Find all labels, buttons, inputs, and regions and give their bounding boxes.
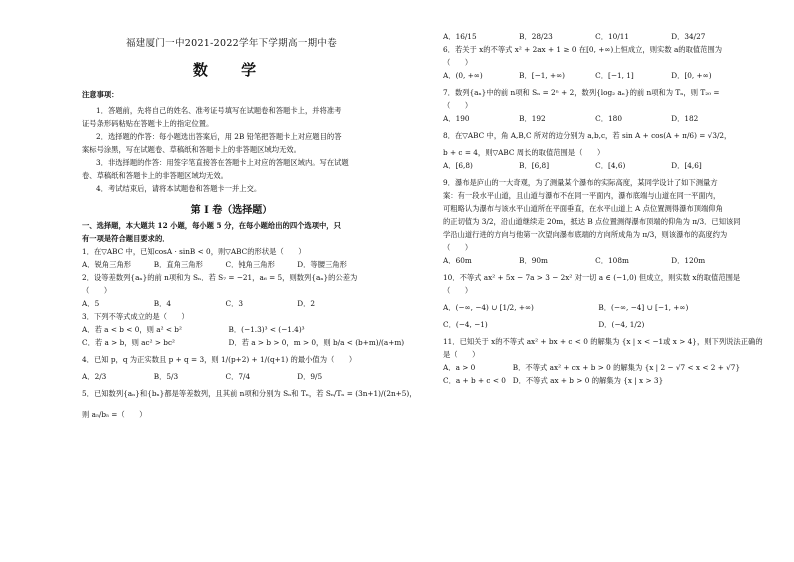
question-6-options [443, 69, 760, 82]
section-intro: 有一项是符合题目要求的． [82, 234, 170, 243]
option: A．(0, +∞) [443, 71, 483, 80]
question-10-stem: 10．不等式 ax² + 5x − 7a > 3 − 2x² 对一切 a ∈ (−1,0) 但成立，则实数 x的取值范围是 [443, 273, 741, 282]
option: B．90m [519, 256, 548, 265]
option: A．16/15 [443, 32, 477, 41]
option: C．3 [225, 299, 244, 308]
question-1-options [82, 258, 381, 271]
question-11-options [443, 374, 760, 387]
option: D．不等式 ax + b > 0 的解集为 {x | x > 3} [512, 376, 664, 385]
answer-paren: （ ） [443, 101, 473, 110]
option: C．10/11 [595, 32, 630, 41]
question-9-line: 学沿山道行进的方向与他第一次望向瀑布底端的方向所成角为 π/3，则该瀑布的高度约为 [443, 230, 728, 239]
question-7-stem: 7．数列{aₙ}中的前 n项和 Sₙ = 2ⁿ + 2，数列{log₂ aₙ}的前 n项和为 Tₙ，则 T₂₀ = [443, 88, 720, 97]
notice-line: 3．非选择题的作答：用签字笔直接答在答题卡上对应的答题区域内。写在试题 [96, 158, 349, 167]
question-10-options [443, 301, 760, 314]
question-4-options [82, 370, 381, 383]
option: A．若 a < b < 0，则 a² < b² [82, 325, 182, 334]
question-9-line: 的正切值为 3/2，沿山道继续走 20m，抵达 B 点位置测得瀑布顶端的仰角为 π/3．已知该同 [443, 217, 741, 226]
answer-paren: （ ） [443, 58, 473, 67]
option: B．192 [519, 114, 546, 123]
question-5-stem: 5．已知数列{aₙ}和{bₙ}都是等差数列，且其前 n项和分别为 Sₙ和 Tₙ，若 Sₙ/Tₙ = (3n+1)/(2n+5)， [82, 389, 417, 398]
option: A．a > 0 [443, 363, 476, 372]
question-9-options [443, 254, 760, 267]
section-intro: 一、选择题，本大题共 12 小题，每小题 5 分，在每小题给出的四个选项中，只 [82, 221, 341, 230]
question-11-line2: 是（ ） [443, 350, 480, 359]
question-5-options [443, 30, 760, 43]
notice-line: 证号条形码粘贴在答题卡上的指定位置。 [82, 119, 214, 128]
option: D．9/5 [297, 372, 323, 381]
option: B．5/3 [153, 372, 179, 381]
option: D．[0, +∞) [671, 71, 712, 80]
option: C．若 a > b，则 ac² > bc² [82, 338, 175, 347]
question-4-stem: 4．已知 p，q 为正实数且 p + q = 3，则 1/(p+2) + 1/(q+1) 的最小值为（ ） [82, 355, 357, 364]
question-2-stem: 2．设等差数列{aₙ}的前 n项和为 Sₙ．若 S₇ = −21，a₆ = 5，则数列{aₙ}的公差为 [82, 273, 358, 282]
option: D．[4,6] [671, 161, 702, 170]
subject-title: 数 学 [192, 61, 271, 79]
option: C．[4,6) [595, 161, 626, 170]
question-9-line: 可粗略认为瀑布与该水平山道所在平面垂直，在水平山道上 A 点位置测得瀑布顶端仰角 [443, 204, 723, 213]
notice-line: 2．选择题的作答：每小题选出答案后，用 2B 铅笔把答题卡上对应题目的答 [96, 132, 342, 141]
option: C．a + b + c < 0 [443, 376, 506, 385]
question-5-tail: 则 a₅/b₅ =（ ） [82, 410, 147, 419]
question-10-options [443, 318, 760, 331]
notice-line: 卷、草稿纸和答题卡上的非答题区域均无效。 [82, 171, 228, 180]
question-3-options [82, 323, 381, 336]
option: A．5 [82, 299, 100, 308]
question-3-options [82, 336, 405, 349]
option: D．2 [297, 299, 316, 308]
notice-line: 案标号涂黑，写在试题卷、草稿纸和答题卡上的非答题区域均无效。 [82, 145, 301, 154]
question-11-stem: 11．已知关于 x的不等式 ax² + bx + c < 0 的解集为 {x | x < −1或 x > 4}，则下列说法正确的 [443, 337, 763, 346]
option: B．[−1, +∞) [519, 71, 566, 80]
option: A．[6,8) [443, 161, 473, 170]
option: D．182 [671, 114, 699, 123]
answer-paren: （ ） [82, 286, 112, 295]
option: D．若 a > b > 0，m > 0，则 b/a < (b+m)/(a+m) [228, 338, 405, 347]
exam-title: 福建厦门一中2021-2022学年下学期高一期中卷 [125, 38, 338, 49]
question-8-options [443, 159, 760, 172]
option: A．60m [443, 256, 472, 265]
question-8-line2: b + c = 4，则▽ABC 周长的取值范围是（ ） [443, 148, 605, 157]
option: D．34/27 [671, 32, 706, 41]
notice-line: 1．答题前，先将自己的姓名、准考证号填写在试题卷和答题卡上，并将准考 [96, 106, 342, 115]
option: C．(−4, −1) [443, 320, 488, 329]
option: C．108m [595, 256, 629, 265]
question-8-stem: 8．在▽ABC 中，角 A,B,C 所对的边分别为 a,b,c，若 sin A + cos(A + π/6) = √3/2， [443, 131, 732, 140]
option: D．等腰三角形 [297, 260, 347, 269]
option: C．钝角三角形 [225, 260, 275, 269]
right-page [397, 0, 794, 562]
question-7-options [443, 112, 760, 125]
notice-heading: 注意事项： [82, 90, 119, 99]
option: A．190 [443, 114, 470, 123]
question-1-stem: 1．在▽ABC 中，已知cosA · sinB < 0，则▽ABC的形状是（ ） [82, 247, 306, 256]
option: B．不等式 ax² + cx + b > 0 的解集为 {x | 2 − √7 < x < 2 + √7} [512, 363, 741, 372]
question-2-options [82, 297, 381, 310]
option: B．直角三角形 [153, 260, 203, 269]
option: D．120m [671, 256, 706, 265]
option: A．锐角三角形 [82, 260, 132, 269]
question-3-stem: 3．下列不等式成立的是（ ） [82, 312, 189, 321]
option: B．(−∞, −4] ∪ [−1, +∞) [598, 303, 689, 312]
question-9-line: 案：有一段水平山道，且山道与瀑布不在同一平面内，瀑布底端与山道在同一平面内， [443, 191, 721, 200]
option: B．28/23 [519, 32, 553, 41]
answer-paren: （ ） [443, 286, 473, 295]
answer-paren: （ ） [443, 243, 473, 252]
option: A．2/3 [82, 372, 107, 381]
question-9-line: 9．瀑布是庐山的一大奇观，为了测量某个瀑布的实际高度，某同学设计了如下测量方 [443, 178, 718, 187]
option: C．180 [595, 114, 622, 123]
question-6-stem: 6．若关于 x的不等式 x² + 2ax + 1 ≥ 0 在[0, +∞)上恒成立，则实数 a的取值范围为 [443, 45, 723, 54]
option: D．(−4, 1/2) [598, 320, 645, 329]
notice-line: 4．考试结束后，请将本试题卷和答题卡一并上交。 [96, 184, 262, 193]
section-title: 第 Ⅰ 卷（选择题） [190, 205, 273, 216]
option: A．(−∞, −4) ∪ [1/2, +∞) [443, 303, 534, 312]
option: B．[6,8] [519, 161, 550, 170]
question-11-options [443, 361, 760, 374]
option: B．4 [153, 299, 172, 308]
option: C．[−1, 1] [595, 71, 634, 80]
option: C．7/4 [225, 372, 251, 381]
option: B．(−1.3)³ < (−1.4)³ [228, 325, 305, 334]
